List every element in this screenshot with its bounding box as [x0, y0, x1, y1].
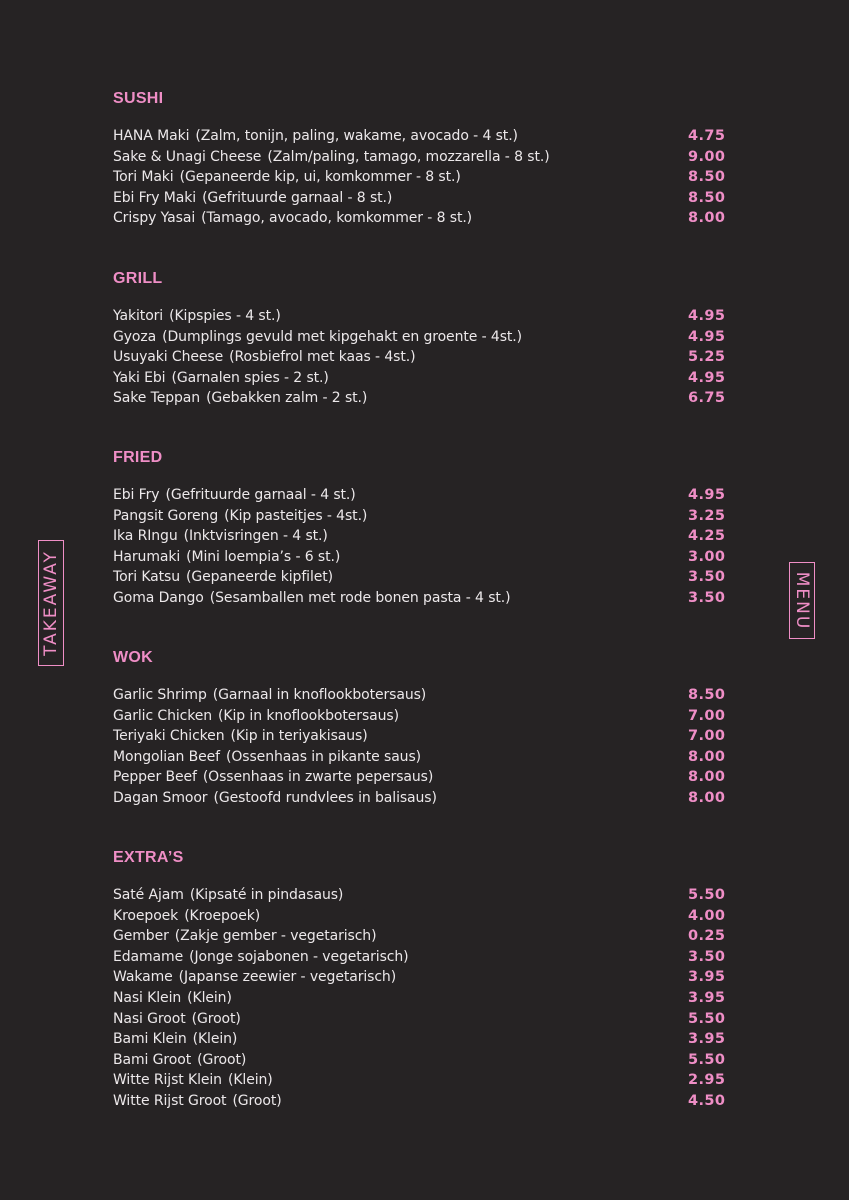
item-description: (Kip in teriyakisaus) — [230, 728, 368, 745]
takeaway-label-text: TAKEAWAY — [41, 550, 61, 656]
item-price: 3.95 — [688, 989, 726, 1006]
item-description: (Gebakken zalm - 2 st.) — [206, 390, 368, 407]
section-title: SUSHI — [113, 90, 164, 107]
menu-item — [113, 746, 733, 767]
item-description: (Klein) — [187, 989, 232, 1006]
item-description: (Sesamballen met rode bonen pasta - 4 st.) — [209, 589, 511, 606]
item-description: (Kip pasteitjes - 4st.) — [224, 507, 368, 524]
item-price: 8.00 — [688, 769, 726, 786]
item-price: 9.00 — [688, 148, 726, 165]
item-description: (Mini loempia’s - 6 st.) — [186, 548, 341, 565]
item-name: Garlic Shrimp — [113, 687, 207, 703]
item-name: Tori Maki — [113, 169, 174, 186]
menu-item — [113, 705, 733, 726]
menu-item — [113, 166, 733, 187]
item-price: 5.50 — [688, 1051, 726, 1068]
item-description: (Gepaneerde kipfilet) — [186, 569, 334, 586]
item-price: 7.00 — [688, 728, 726, 745]
item-description: (Gepaneerde kip, ui, komkommer - 8 st.) — [179, 169, 461, 186]
item-description: (Tamago, avocado, komkommer - 8 st.) — [201, 210, 473, 227]
menu-label-text: MENU — [792, 571, 812, 630]
item-price: 6.75 — [688, 390, 726, 407]
menu-item — [113, 146, 733, 167]
item-name: Usuyaki Cheese — [113, 349, 224, 366]
item-price: 3.95 — [688, 969, 726, 986]
section-title: EXTRA’S — [113, 849, 184, 866]
menu-item — [113, 725, 733, 746]
item-name: Yaki Ebi — [113, 369, 166, 386]
item-price: 4.95 — [688, 487, 726, 503]
item-description: (Zakje gember - vegetarisch) — [174, 928, 377, 945]
menu-item — [113, 905, 733, 926]
item-name: Sake & Unagi Cheese — [113, 148, 262, 165]
item-price: 3.50 — [688, 569, 726, 586]
item-price: 3.95 — [688, 1031, 726, 1048]
item-description: (Zalm, tonijn, paling, wakame, avocado - 4 st.) — [195, 128, 518, 144]
item-name: Goma Dango — [113, 589, 204, 606]
item-name: Wakame — [113, 969, 173, 986]
menu-item — [113, 546, 733, 567]
item-price: 8.00 — [688, 210, 726, 227]
menu-item — [113, 367, 733, 388]
menu-item — [113, 987, 733, 1008]
item-price: 8.00 — [688, 789, 726, 806]
section-extras — [113, 848, 733, 1111]
item-name: Harumaki — [113, 548, 181, 565]
section-fried — [113, 448, 733, 608]
item-description: (Zalm/paling, tamago, mozzarella - 8 st.) — [267, 148, 550, 165]
item-name: Gember — [113, 928, 169, 945]
item-description: (Jonge sojabonen - vegetarisch) — [189, 948, 409, 965]
item-description: (Ossenhaas in pikante saus) — [226, 748, 422, 765]
menu-item — [113, 787, 733, 808]
menu-item — [113, 966, 733, 987]
menu-item — [113, 566, 733, 587]
item-price: 0.25 — [688, 928, 726, 945]
menu-item — [113, 946, 733, 967]
item-name: Nasi Groot — [113, 1010, 186, 1027]
menu-item — [113, 1090, 733, 1111]
item-price: 8.00 — [688, 748, 726, 765]
item-price: 5.25 — [688, 349, 726, 366]
menu-item — [113, 587, 733, 608]
section-grill — [113, 269, 733, 408]
item-name: Gyoza — [113, 328, 157, 345]
item-list — [113, 484, 733, 608]
item-description: (Kipspies - 4 st.) — [169, 308, 281, 324]
item-price: 7.00 — [688, 707, 726, 724]
menu-item — [113, 346, 733, 367]
item-price: 4.95 — [688, 308, 726, 324]
menu-item — [113, 525, 733, 546]
item-description: (Ossenhaas in zwarte pepersaus) — [202, 769, 434, 786]
item-description: (Groot) — [197, 1051, 247, 1068]
item-price: 4.95 — [688, 369, 726, 386]
item-price: 4.75 — [688, 128, 726, 144]
item-description: (Gefrituurde garnaal - 4 st.) — [165, 487, 356, 503]
item-name: Pangsit Goreng — [113, 507, 219, 524]
menu-item — [113, 207, 733, 228]
item-name: Sake Teppan — [113, 390, 201, 407]
item-name: Dagan Smoor — [113, 789, 208, 806]
item-list — [113, 305, 733, 408]
item-description: (Inktvisringen - 4 st.) — [183, 528, 328, 545]
menu-item — [113, 766, 733, 787]
section-wok — [113, 648, 733, 808]
takeaway-side-label — [38, 540, 64, 666]
item-description: (Garnalen spies - 2 st.) — [171, 369, 329, 386]
item-name: Yakitori — [113, 308, 164, 324]
menu-item — [113, 187, 733, 208]
item-price: 4.95 — [688, 328, 726, 345]
item-description: (Japanse zeewier - vegetarisch) — [178, 969, 397, 986]
menu-item — [113, 1049, 733, 1070]
item-name: Kroepoek — [113, 907, 179, 924]
item-name: Witte Rijst Groot — [113, 1092, 227, 1109]
item-price: 3.25 — [688, 507, 726, 524]
item-list — [113, 125, 733, 228]
item-description: (Garnaal in knoflookbotersaus) — [212, 687, 427, 703]
menu-item — [113, 884, 733, 905]
section-sushi — [113, 89, 733, 228]
item-description: (Rosbiefrol met kaas - 4st.) — [229, 349, 416, 366]
item-list — [113, 884, 733, 1111]
item-description: (Klein) — [227, 1072, 273, 1089]
item-name: Bami Klein — [113, 1031, 187, 1048]
item-name: Ebi Fry Maki — [113, 189, 197, 206]
item-description: (Kroepoek) — [184, 907, 261, 924]
menu-item — [113, 484, 733, 505]
item-price: 3.50 — [688, 589, 726, 606]
menu-item — [113, 505, 733, 526]
menu-item — [113, 326, 733, 347]
item-price: 8.50 — [688, 169, 726, 186]
menu-item — [113, 387, 733, 408]
menu-item — [113, 1069, 733, 1090]
menu-side-label — [789, 562, 815, 639]
item-list — [113, 684, 733, 808]
item-description: (Groot) — [191, 1010, 241, 1027]
item-description: (Klein) — [192, 1031, 238, 1048]
section-title: GRILL — [113, 270, 163, 287]
item-name: Bami Groot — [113, 1051, 192, 1068]
item-description: (Gefrituurde garnaal - 8 st.) — [202, 189, 393, 206]
item-name: Ebi Fry — [113, 487, 160, 503]
item-name: Tori Katsu — [113, 569, 181, 586]
menu-item — [113, 305, 733, 326]
item-price: 8.50 — [688, 687, 726, 703]
item-price: 2.95 — [688, 1072, 726, 1089]
menu-item — [113, 1008, 733, 1029]
item-description: (Kipsaté in pindasaus) — [189, 887, 344, 903]
item-description: (Gestoofd rundvlees in balisaus) — [213, 789, 437, 806]
item-price: 4.25 — [688, 528, 726, 545]
menu-item — [113, 1028, 733, 1049]
item-price: 4.50 — [688, 1092, 726, 1109]
item-description: (Dumplings gevuld met kipgehakt en groente - 4st.) — [162, 328, 523, 345]
menu-item — [113, 925, 733, 946]
item-name: Garlic Chicken — [113, 707, 213, 724]
item-name: Ika RIngu — [113, 528, 178, 545]
menu-item — [113, 125, 733, 146]
section-title: FRIED — [113, 449, 163, 466]
item-name: Teriyaki Chicken — [113, 728, 225, 745]
item-description: (Kip in knoflookbotersaus) — [218, 707, 399, 724]
item-description: (Groot) — [232, 1092, 282, 1109]
section-title: WOK — [113, 649, 154, 666]
item-name: Witte Rijst Klein — [113, 1072, 222, 1089]
item-name: Mongolian Beef — [113, 748, 221, 765]
item-price: 5.50 — [688, 887, 726, 903]
item-price: 8.50 — [688, 189, 726, 206]
menu-item — [113, 684, 733, 705]
item-name: HANA Maki — [113, 128, 190, 144]
item-price: 5.50 — [688, 1010, 726, 1027]
item-name: Pepper Beef — [113, 769, 197, 786]
item-price: 4.00 — [688, 907, 726, 924]
item-name: Nasi Klein — [113, 989, 182, 1006]
item-name: Crispy Yasai — [113, 210, 196, 227]
item-name: Saté Ajam — [113, 887, 184, 903]
item-price: 3.00 — [688, 548, 726, 565]
item-name: Edamame — [113, 948, 184, 965]
item-price: 3.50 — [688, 948, 726, 965]
